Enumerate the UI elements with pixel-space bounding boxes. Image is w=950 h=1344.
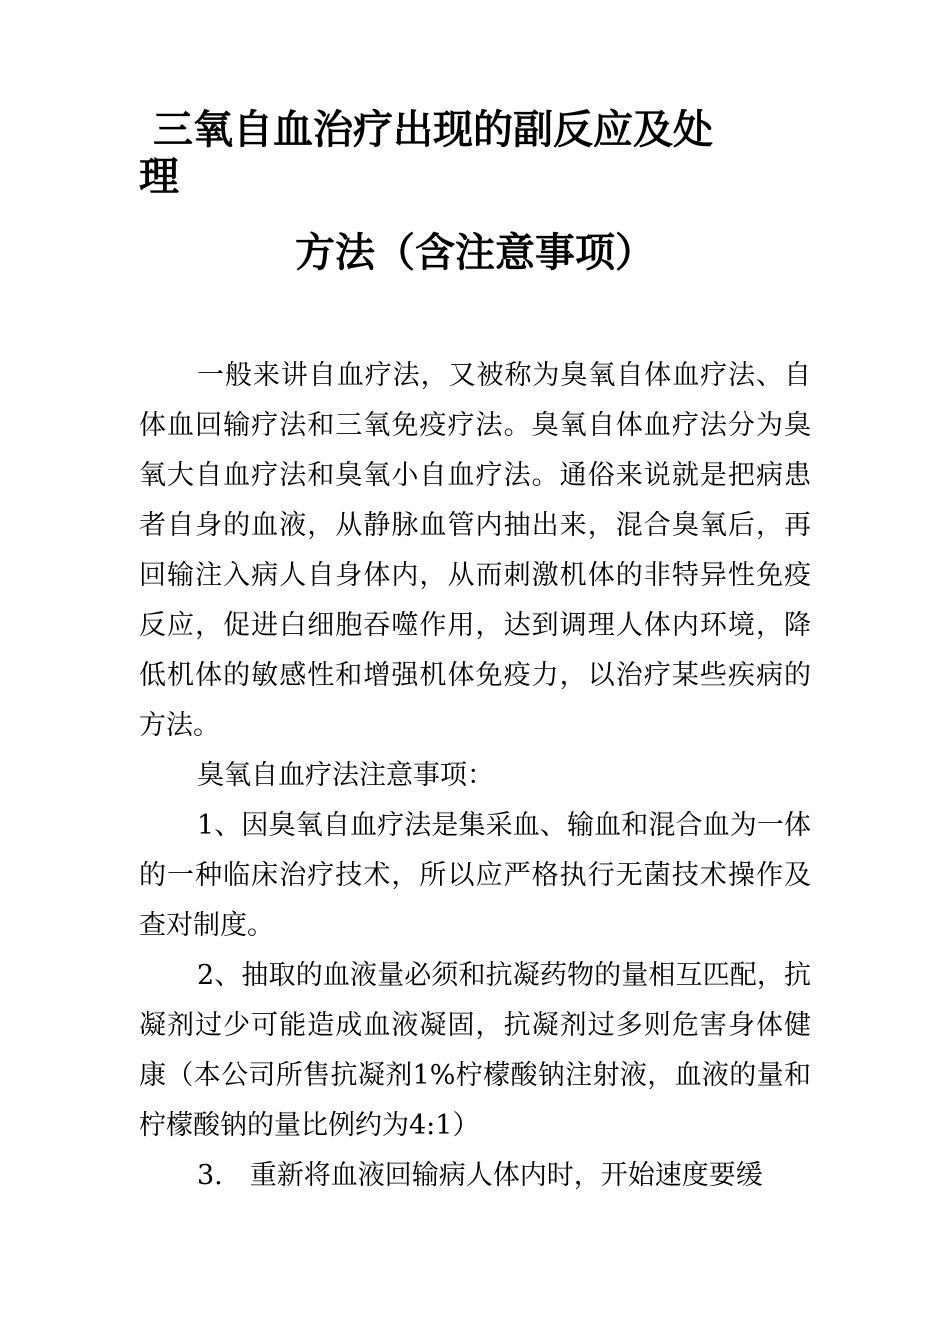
document-title-line-2: 理	[139, 154, 179, 200]
document-body	[139, 351, 811, 1201]
paragraph-precautions-heading: 臭氧自血疗法注意事项：	[197, 760, 494, 791]
paragraph-item-2: 2、抽取的血液量必须和抗凝药物的量相互匹配，抗凝剂过少可能造成血液凝固，抗凝剂过多则危害身体健康（本公司所售抗凝剂1%柠檬酸钠注射液，血液的量和柠檬酸钠的量比例约为4:1）	[139, 960, 811, 1141]
document-title-line-1: 三氧自血治疗出现的副反应及处	[153, 107, 713, 153]
paragraph-item-3: 3. 重新将血液回输病人体内时，开始速度要缓	[197, 1160, 763, 1191]
paragraph-item-1: 1、因臭氧自血疗法是集采血、输血和混合血为一体的一种临床治疗技术，所以应严格执行无菌技术操作及查对制度。	[139, 810, 811, 941]
paragraph-intro: 一般来讲自血疗法，又被称为臭氧自体血疗法、自体血回输疗法和三氧免疫疗法。臭氧自体血疗法分为臭氧大自血疗法和臭氧小自血疗法。通俗来说就是把病患者自身的血液，从静脉血管内抽出来，混合臭氧后，再回输注入病人自身体内，从而刺激机体的非特异性免疫反应，促进白细胞吞噬作用，达到调理人体内环境，降低机体的敏感性和增强机体免疫力，以治疗某些疾病的方法。	[139, 360, 811, 741]
document-title-line-3: 方法（含注意事项）	[295, 230, 655, 276]
